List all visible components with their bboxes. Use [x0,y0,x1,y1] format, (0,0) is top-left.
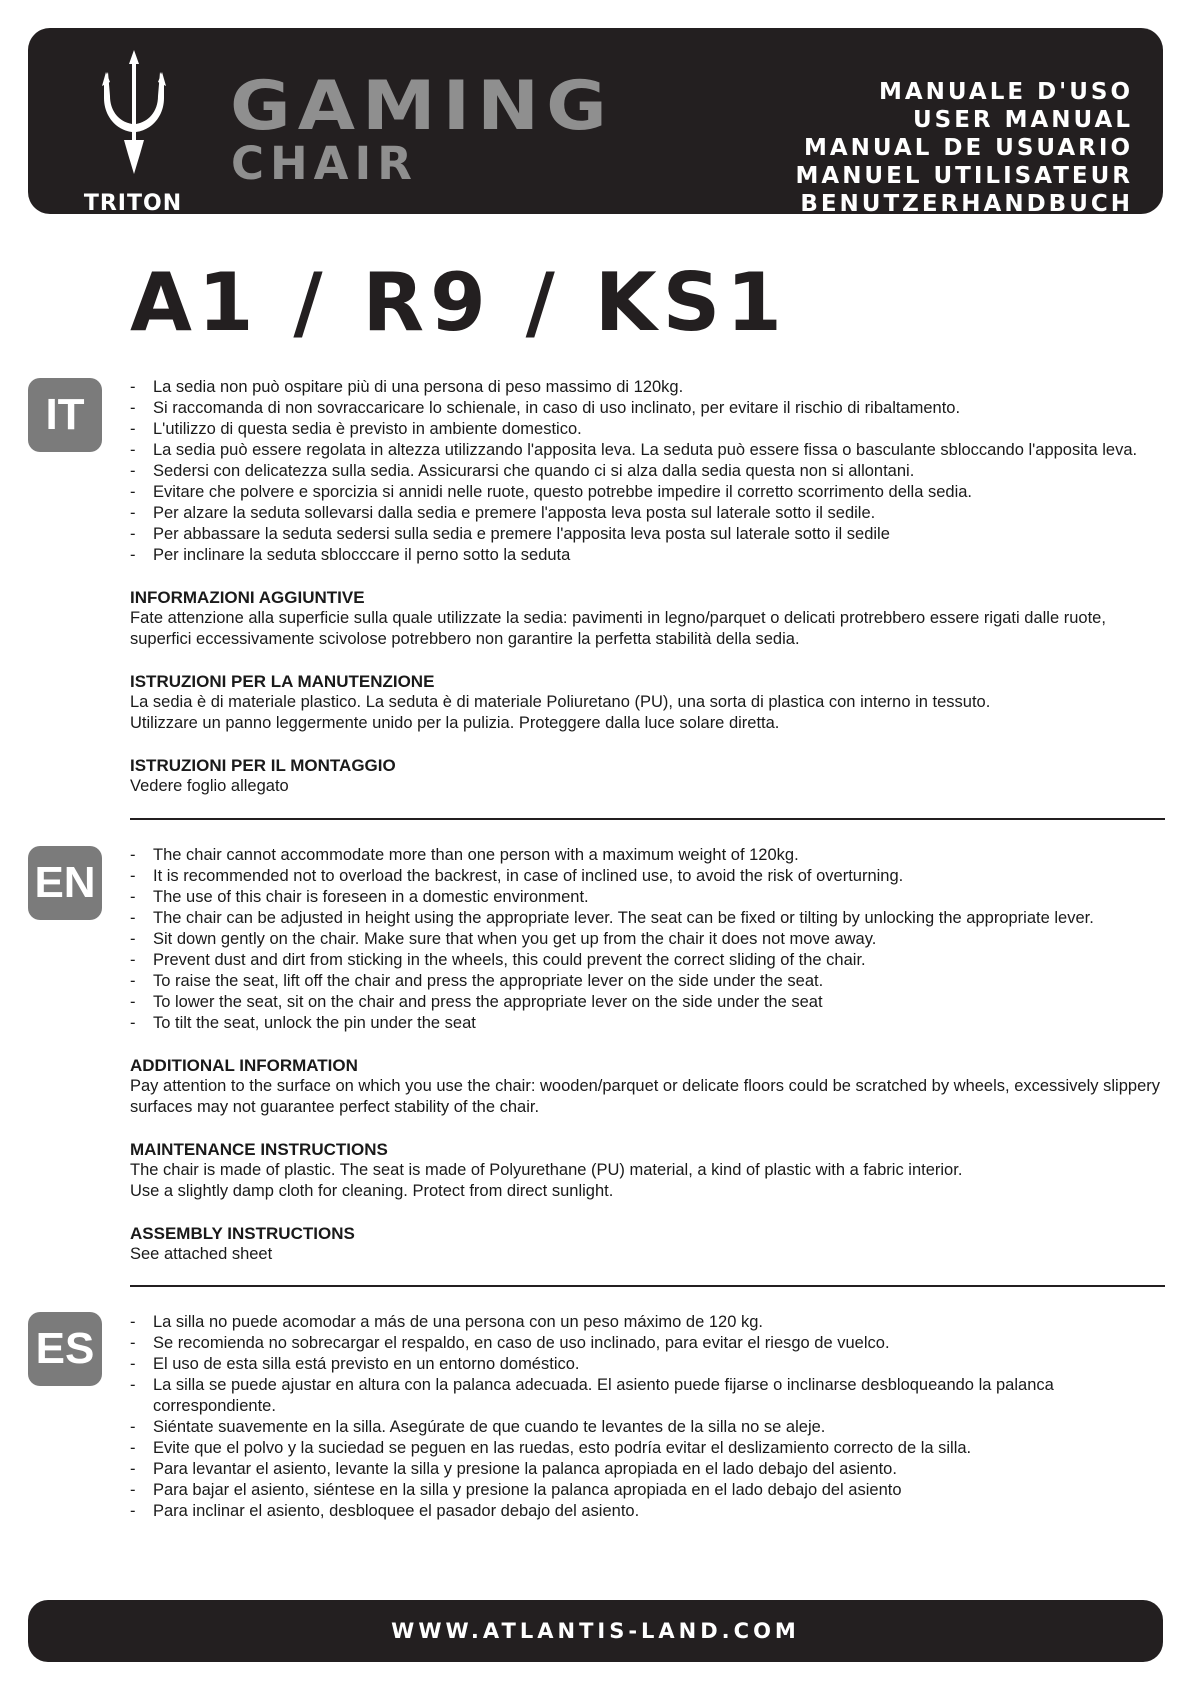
additional-info-title: INFORMAZIONI AGGIUNTIVE [130,588,365,607]
list-item: - Siéntate suavemente en la silla. Asegúrate de que cuando te levantes de la silla no se aleje. [130,1417,1170,1438]
assembly-text: See attached sheet [130,1245,273,1263]
maintenance-info [130,1139,1170,1202]
maintenance-title: MAINTENANCE INSTRUCTIONS [130,1140,388,1159]
list-item: - La silla se puede ajustar en altura con la palanca adecuada. El asiento puede fijarse o inclinarse desbloqueando la palanca correspondiente. [130,1375,1170,1417]
brand-name: TRITON [83,191,183,214]
list-item: - Per inclinare la seduta sblocccare il perno sotto la seduta [130,545,1170,566]
maintenance-text: Use a slightly damp cloth for cleaning. Protect from direct sunlight. [130,1182,614,1200]
list-item: - Evite que el polvo y la suciedad se peguen en las ruedas, esto podría evitar el deslizamiento correcto de la silla. [130,1438,1170,1459]
additional-info [130,587,1170,650]
assembly-title: ASSEMBLY INSTRUCTIONS [130,1224,355,1243]
rules-list [130,377,1170,566]
list-item: - Sedersi con delicatezza sulla sedia. Assicurarsi che quando ci si alza dalla sedia questa non si allontani. [130,461,1170,482]
list-item: - La sedia non può ospitare più di una persona di peso massimo di 120kg. [130,377,1170,398]
title-chair: CHAIR [231,137,418,190]
list-item: - El uso de esta silla está previsto en un entorno doméstico. [130,1354,1170,1375]
language-badge-it: IT [28,378,102,452]
website-link[interactable]: WWW.ATLANTIS-LAND.COM [391,1619,800,1643]
rules-list [130,1312,1170,1522]
list-item: - To raise the seat, lift off the chair and press the appropriate lever on the side under the seat. [130,971,1170,992]
list-item: - L'utilizzo di questa sedia è previsto in ambiente domestico. [130,419,1170,440]
list-item: - Se recomienda no sobrecargar el respaldo, en caso de uso inclinado, para evitar el riesgo de vuelco. [130,1333,1170,1354]
trident-logo-icon [94,50,174,178]
title-gaming: GAMING [230,66,614,146]
additional-info-text: Fate attenzione alla superficie sulla quale utilizzate la sedia: pavimenti in legno/parquet o delicati protrebbero essere rigati dalle ruote, superfici eccessivamente scivolose potrebbero non garantire la perfetta stabilità della sedia. [130,609,1106,648]
assembly-title: ISTRUZIONI PER IL MONTAGGIO [130,756,396,775]
list-item: - It is recommended not to overload the backrest, in case of inclined use, to avoid the risk of overturning. [130,866,1170,887]
section-it [130,377,1170,797]
maintenance-text: Utilizzare un panno leggermente unido per la pulizia. Proteggere dalla luce solare diretta. [130,714,780,732]
manual-title: MANUAL DE USUARIO [803,135,1133,161]
list-item: - To lower the seat, sit on the chair and press the appropriate lever on the side under the seat [130,992,1170,1013]
list-item: - Per abbassare la seduta sedersi sulla sedia e premere l'apposita leva posta sul laterale sotto il sedile [130,524,1170,545]
section-divider [130,818,1165,820]
manual-title: BENUTZERHANDBUCH [800,191,1133,214]
list-item: - Para inclinar el asiento, desbloquee el pasador debajo del asiento. [130,1501,1170,1522]
list-item: - La silla no puede acomodar a más de una persona con un peso máximo de 120 kg. [130,1312,1170,1333]
list-item: - To tilt the seat, unlock the pin under the seat [130,1013,1170,1034]
section-en [130,845,1170,1265]
assembly-info [130,1223,1170,1265]
additional-info-title: ADDITIONAL INFORMATION [130,1056,358,1075]
footer-banner [28,1600,1163,1662]
section-divider [130,1285,1165,1287]
list-item: - Prevent dust and dirt from sticking in the wheels, this could prevent the correct sliding of the chair. [130,950,1170,971]
manual-title: USER MANUAL [912,107,1133,133]
list-item: - Para levantar el asiento, levante la silla y presione la palanca apropiada en el lado debajo del asiento. [130,1459,1170,1480]
assembly-text: Vedere foglio allegato [130,777,289,795]
list-item: - The use of this chair is foreseen in a domestic environment. [130,887,1170,908]
list-item: - Evitare che polvere e sporcizia si annidi nelle ruote, questo potrebbe impedire il corretto scorrimento della sedia. [130,482,1170,503]
section-es [130,1312,1170,1522]
model-names: A1 / R9 / KS1 [130,256,788,349]
list-item: - The chair cannot accommodate more than one person with a maximum weight of 120kg. [130,845,1170,866]
manual-title: MANUALE D'USO [878,79,1133,105]
list-item: - Para bajar el asiento, siéntese en la silla y presione la palanca apropiada en el lado debajo del asiento [130,1480,1170,1501]
header-banner [28,28,1163,214]
rules-list [130,845,1170,1034]
list-item: - La sedia può essere regolata in altezza utilizzando l'apposita leva. La seduta può essere fissa o basculante sbloccando l'apposita leva. [130,440,1170,461]
list-item: - Sit down gently on the chair. Make sure that when you get up from the chair it does not move away. [130,929,1170,950]
maintenance-text: The chair is made of plastic. The seat is made of Polyurethane (PU) material, a kind of plastic with a fabric interior. [130,1161,963,1179]
manual-titles [796,78,1134,214]
maintenance-text: La sedia è di materiale plastico. La seduta è di materiale Poliuretano (PU), una sorta di plastica con interno in tessuto. [130,693,991,711]
list-item: - The chair can be adjusted in height using the appropriate lever. The seat can be fixed or tilting by unlocking the appropriate lever. [130,908,1170,929]
additional-info-text: Pay attention to the surface on which you use the chair: wooden/parquet or delicate floors could be scratched by wheels, excessively slippery surfaces may not guarantee perfect stability of the chair. [130,1077,1160,1116]
language-badge-en: EN [28,846,102,920]
assembly-info [130,755,1170,797]
additional-info [130,1055,1170,1118]
manual-title: MANUEL UTILISATEUR [795,163,1133,189]
language-badge-es: ES [28,1312,102,1386]
maintenance-title: ISTRUZIONI PER LA MANUTENZIONE [130,672,435,691]
maintenance-info [130,671,1170,734]
list-item: - Per alzare la seduta sollevarsi dalla sedia e premere l'apposta leva posta sul laterale sotto il sedile. [130,503,1170,524]
list-item: - Si raccomanda di non sovraccaricare lo schienale, in caso di uso inclinato, per evitare il rischio di ribaltamento. [130,398,1170,419]
